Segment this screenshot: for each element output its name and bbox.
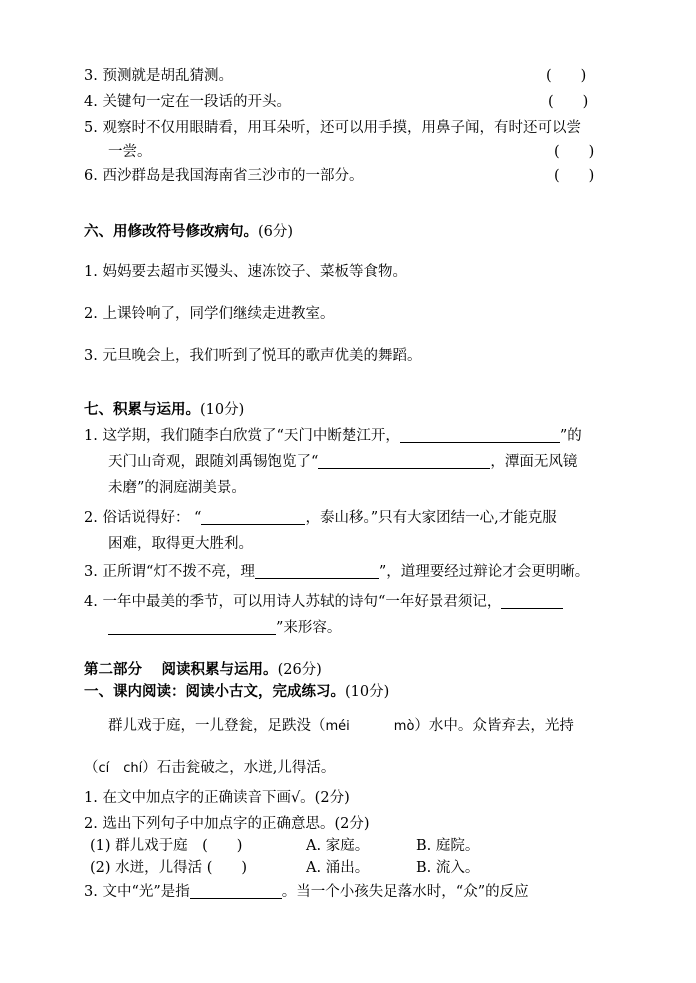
section7-q4-line1: 4. 一年中最美的季节，可以用诗人苏轼的诗句“一年好景君须记， bbox=[84, 592, 563, 612]
section7-q4-line2: ”来形容。 bbox=[108, 618, 341, 638]
section7-q1-line3: 未磨”的洞庭湖美景。 bbox=[108, 480, 246, 496]
judge-item-3: 3. 预测就是胡乱猜测。 bbox=[84, 68, 233, 84]
section7-q2-line2: 困难，取得更大胜利。 bbox=[108, 536, 253, 552]
reading-q2-1: (1) 群儿戏于庭 ( ) bbox=[90, 838, 243, 854]
section6-item-1: 1. 妈妈要去超市买馒头、速冻饺子、菜板等食物。 bbox=[84, 264, 407, 280]
fill-blank[interactable] bbox=[400, 442, 560, 443]
pinyin-option-ci[interactable]: cí bbox=[98, 761, 110, 776]
section7-q2-line1: 2. 俗话说得好： “ ，泰山移。”只有大家团结一心,才能克服 bbox=[84, 510, 557, 526]
choice-b[interactable]: B. 流入。 bbox=[416, 860, 480, 876]
reading-q2-2: (2) 水迸，儿得活 ( ) bbox=[90, 860, 248, 876]
passage-line-1: 群儿戏于庭，一儿登瓮，足跌没（méi mò）水中。众皆弃去，光持 bbox=[108, 718, 574, 734]
judge-item-5: 5. 观察时不仅用眼睛看，用耳朵听，还可以用手摸，用鼻子闻，有时还可以尝 bbox=[84, 120, 581, 136]
section7-title: 七、积累与运用。(10分) bbox=[84, 401, 245, 418]
judge-answer-paren[interactable]: ( ) bbox=[554, 168, 595, 184]
reading-q3: 3. 文中“光”是指 。当一个小孩失足落水时，“众”的反应 bbox=[84, 884, 529, 900]
fill-blank[interactable] bbox=[108, 634, 276, 635]
reading-q1: 1. 在文中加点字的正确读音下画√。(2分) bbox=[84, 790, 350, 806]
part2-title: 第二部分 阅读积累与运用。(26分) bbox=[84, 661, 322, 678]
pinyin-option-mo[interactable]: mò bbox=[393, 719, 415, 734]
passage-line-2: （cí chí）石击瓮破之，水迸,儿得活。 bbox=[84, 760, 336, 776]
section6-item-3: 3. 元旦晚会上，我们听到了悦耳的歌声优美的舞蹈。 bbox=[84, 348, 422, 364]
choice-a[interactable]: A. 家庭。 bbox=[306, 838, 370, 854]
section7-q1-line2: 天门山奇观，跟随刘禹锡饱览了“ ，潭面无风镜 bbox=[108, 454, 578, 470]
section7-q1-line1: 1. 这学期，我们随李白欣赏了“天门中断楚江开， ”的 bbox=[84, 428, 582, 444]
judge-answer-paren[interactable]: ( ) bbox=[554, 144, 595, 160]
judge-item-4: 4. 关键句一定在一段话的开头。 bbox=[84, 94, 291, 110]
fill-blank[interactable] bbox=[201, 524, 305, 525]
judge-answer-paren[interactable]: ( ) bbox=[546, 68, 587, 84]
section6-item-2: 2. 上课铃响了，同学们继续走进教室。 bbox=[84, 306, 335, 322]
judge-item-6: 6. 西沙群岛是我国海南省三沙市的一部分。 bbox=[84, 168, 364, 184]
part2-sub1-title: 一、课内阅读：阅读小古文，完成练习。(10分) bbox=[84, 683, 390, 700]
reading-q2: 2. 选出下列句子中加点字的正确意思。(2分) bbox=[84, 816, 370, 832]
fill-blank[interactable] bbox=[255, 578, 379, 579]
fill-blank[interactable] bbox=[501, 608, 563, 609]
section6-title: 六、用修改符号修改病句。(6分) bbox=[84, 223, 294, 240]
choice-a[interactable]: A. 涌出。 bbox=[306, 860, 370, 876]
fill-blank[interactable] bbox=[318, 468, 490, 469]
pinyin-option-mei[interactable]: méi bbox=[325, 719, 350, 734]
pinyin-option-chi[interactable]: chí bbox=[123, 761, 143, 776]
judge-item-5-cont: 一尝。 bbox=[108, 144, 152, 160]
section7-q3: 3. 正所谓“灯不拨不亮，理 ”，道理要经过辩论才会更明晰。 bbox=[84, 564, 590, 580]
fill-blank[interactable] bbox=[190, 898, 282, 899]
judge-answer-paren[interactable]: ( ) bbox=[548, 94, 589, 110]
choice-b[interactable]: B. 庭院。 bbox=[416, 838, 480, 854]
